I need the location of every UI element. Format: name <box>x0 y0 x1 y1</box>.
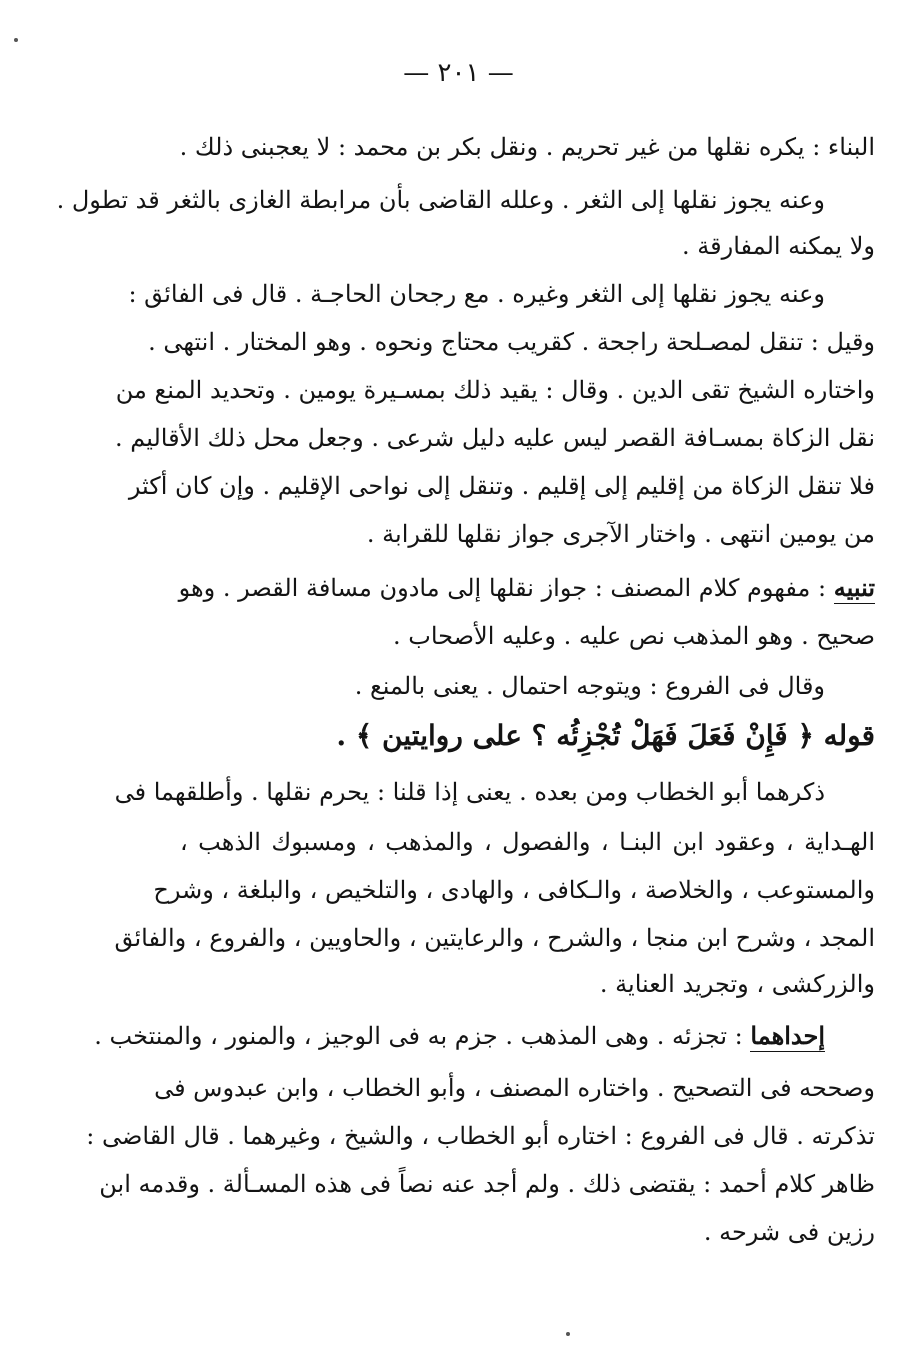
text-line: الهـداية ، وعقود ابن البنـا ، والفصول ، والمذهب ، ومسبوك الذهب ، <box>180 828 875 856</box>
text-line: والمستوعب ، والخلاصة ، والـكافى ، والهادى ، والتلخيص ، والبلغة ، وشرح <box>153 876 875 904</box>
page-number: — ٢٠١ — <box>403 58 514 88</box>
text-line: ولا يمكنه المفارقة . <box>682 232 875 260</box>
tanbih-label: تنبيه <box>833 573 875 602</box>
text-line: وعنه يجوز نقلها إلى الثغر . وعلله القاضى بأن مرابطة الغازى بالثغر قد تطول . <box>56 186 825 214</box>
text-line: المجد ، وشرح ابن منجا ، والشرح ، والرعايتين ، والحاويين ، والفروع ، والفائق <box>114 924 875 952</box>
scan-speck <box>14 38 18 42</box>
text-line: صحيح . وهو المذهب نص عليه . وعليه الأصحاب . <box>392 622 875 650</box>
scan-speck <box>566 1332 570 1336</box>
text-line: وقيل : تنقل لمصـلحة راجحة . كقريب محتاج ونحوه . وهو المختار . انتهى . <box>148 328 875 356</box>
ihdahuma-line <box>94 1016 825 1056</box>
section-heading: قوله ﴿ فَإِنْ فَعَلَ فَهَلْ تُجْزِئُه ؟ على روايتين ﴾ . <box>336 719 875 752</box>
text-line: تذكرته . قال فى الفروع : اختاره أبو الخطاب ، والشيخ ، وغيرهما . قال القاضى : <box>86 1122 875 1150</box>
text-line: وقال فى الفروع : ويتوجه احتمال . يعنى بالمنع . <box>354 672 825 700</box>
text-line: فلا تنقل الزكاة من إقليم إلى إقليم . وتنقل إلى نواحى الإقليم . وإن كان أكثر <box>128 472 875 500</box>
tanbih-text: مفهوم كلام المصنف : جواز نقلها إلى مادون مسافة القصر . وهو <box>178 574 811 602</box>
text-line: واختاره الشيخ تقى الدين . وقال : يقيد ذلك بمسـيرة يومين . وتحديد المنع من <box>115 376 875 404</box>
text-line: رزين فى شرحه . <box>703 1218 875 1246</box>
text-line: البناء : يكره نقلها من غير تحريم . ونقل بكر بن محمد : لا يعجبنى ذلك . <box>179 133 875 161</box>
text-line: ذكرهما أبو الخطاب ومن بعده . يعنى إذا قلنا : يحرم نقلها . وأطلقهما فى <box>114 778 825 806</box>
text-line: وعنه يجوز نقلها إلى الثغر وغيره . مع رجحان الحاجـة . قال فى الفائق : <box>128 280 825 308</box>
text-line: والزركشى ، وتجريد العناية . <box>599 970 875 998</box>
text-line: من يومين انتهى . واختار الآجرى جواز نقلها للقرابة . <box>366 520 875 548</box>
ihdahuma-text: : تجزئه . وهى المذهب . جزم به فى الوجيز ، والمنور ، والمنتخب . <box>94 1022 743 1050</box>
ihdahuma-label: إحداهما <box>750 1021 825 1050</box>
text-line: نقل الزكاة بمسـافة القصر ليس عليه دليل شرعى . وجعل محل ذلك الأقاليم . <box>114 424 875 452</box>
tanbih-line: تنبيه : مفهوم كلام المصنف : جواز نقلها إلى مادون مسافة القصر . وهو <box>178 573 875 602</box>
text-line: وصححه فى التصحيح . واختاره المصنف ، وأبو الخطاب ، وابن عبدوس فى <box>154 1074 875 1102</box>
text-line: ظاهر كلام أحمد : يقتضى ذلك . ولم أجد عنه نصاً فى هذه المسـألة . وقدمه ابن <box>99 1170 875 1198</box>
